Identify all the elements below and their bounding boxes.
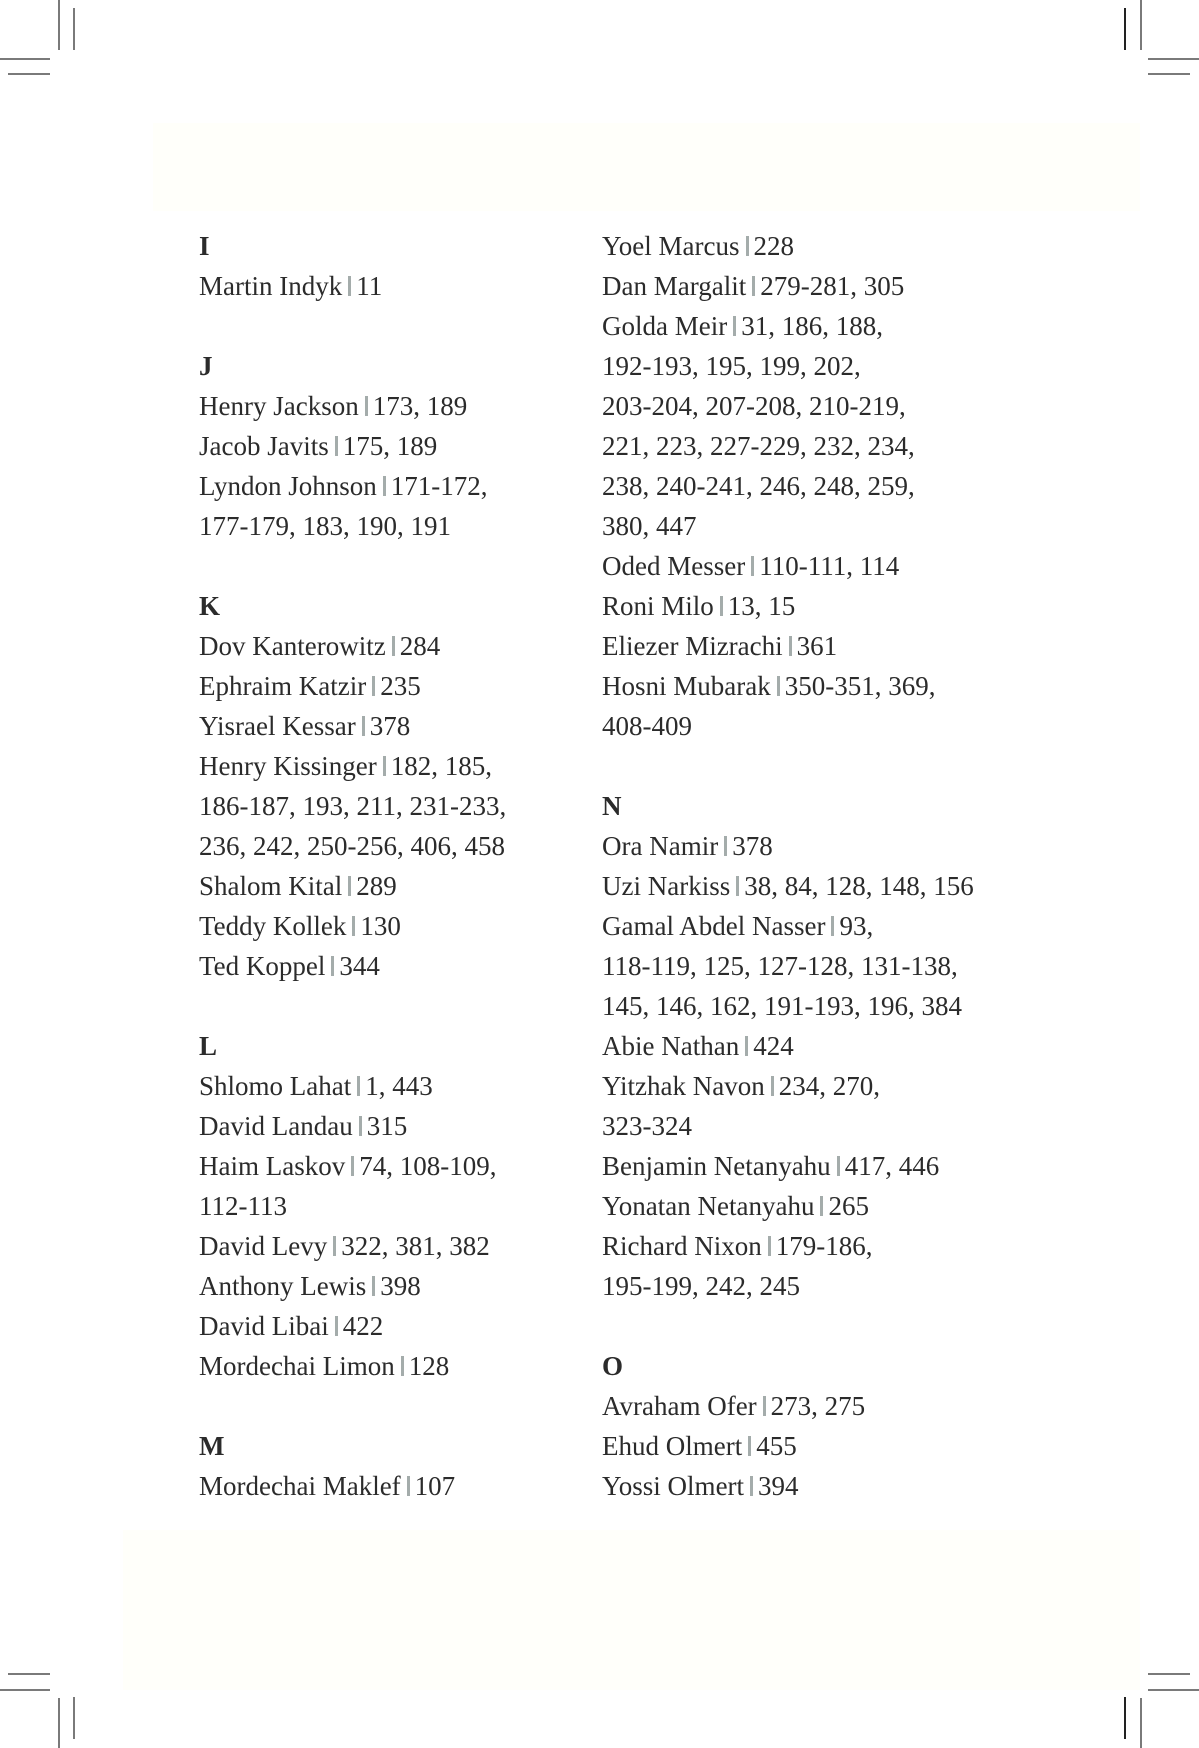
index-entry-line: [199, 1306, 599, 1346]
index-entry-pages: 31, 186, 188,: [741, 311, 883, 341]
index-entry: [602, 1026, 1022, 1066]
separator-bar-icon: [724, 836, 727, 856]
index-entry-line: [602, 906, 1022, 946]
index-entry: [602, 266, 1022, 306]
index-entry-pages: 344: [339, 951, 380, 981]
index-entry-pages: 13, 15: [727, 591, 796, 621]
index-entry-pages-continued: 221, 223, 227-229, 232, 234,: [602, 431, 915, 461]
index-entry-pages: 322, 381, 382: [341, 1231, 490, 1261]
index-entry-name: Ehud Olmert: [602, 1431, 743, 1461]
index-entry-pages-continued: 380, 447: [602, 511, 697, 541]
separator-bar-icon: [357, 1076, 360, 1096]
crop-mark-bottom-left-v2: [73, 1697, 75, 1739]
separator-bar-icon: [745, 1036, 748, 1056]
index-entry-name: David Levy: [199, 1231, 328, 1261]
index-entry-line: [602, 1026, 1022, 1066]
index-entry-name: Henry Jackson: [199, 391, 359, 421]
crop-mark-top-left-h1: [0, 58, 50, 60]
index-entry-name: Oded Messer: [602, 551, 746, 581]
separator-bar-icon: [365, 396, 368, 416]
index-entry-name: Golda Meir: [602, 311, 728, 341]
index-entry-pages-continued: 112-113: [199, 1191, 287, 1221]
index-entry-name: Yisrael Kessar: [199, 711, 356, 741]
index-entry: [602, 1426, 1022, 1466]
separator-bar-icon: [750, 1476, 753, 1496]
index-column-left: [199, 226, 599, 1506]
index-entry-line: [602, 546, 1022, 586]
index-entry-line: [199, 1466, 599, 1506]
index-entry-name: Avraham Ofer: [602, 1391, 757, 1421]
index-entry-line: [199, 866, 599, 906]
index-entry-pages: 179-186,: [775, 1231, 873, 1261]
index-entry-line: [602, 1226, 1022, 1266]
group-spacer: [199, 1386, 599, 1426]
crop-mark-bottom-left-v1: [58, 1698, 60, 1748]
separator-bar-icon: [752, 276, 755, 296]
separator-bar-icon: [359, 1116, 362, 1136]
index-entry-line: [199, 266, 599, 306]
crop-mark-top-right-h1: [1148, 58, 1199, 60]
index-entry-pages: 107: [414, 1471, 456, 1501]
index-entry-name: Uzi Narkiss: [602, 871, 731, 901]
index-entry: [602, 586, 1022, 626]
index-entry: [199, 1146, 599, 1226]
index-entry-pages: 110-111, 114: [759, 551, 900, 581]
index-letter-heading: I: [199, 231, 210, 261]
crop-mark-top-right-h2: [1148, 73, 1190, 75]
separator-bar-icon: [736, 876, 739, 896]
separator-bar-icon: [746, 236, 749, 256]
crop-mark-bottom-left-h1: [8, 1673, 50, 1675]
index-entry-pages: 424: [753, 1031, 794, 1061]
index-entry-line: [199, 1146, 599, 1186]
index-entry-name: Yitzhak Navon: [602, 1071, 765, 1101]
index-entry-line: [602, 1186, 1022, 1226]
index-entry: [199, 386, 599, 426]
separator-bar-icon: [771, 1076, 774, 1096]
index-entry: [602, 226, 1022, 266]
index-entry-pages-continued: 323-324: [602, 1111, 692, 1141]
index-entry: [199, 946, 599, 986]
index-entry: [199, 666, 599, 706]
index-entry-pages: 234, 270,: [778, 1071, 880, 1101]
separator-bar-icon: [372, 676, 375, 696]
header-band: [153, 123, 1140, 211]
crop-mark-top-right-v1: [1124, 8, 1126, 50]
index-entry-line: [199, 626, 599, 666]
crop-mark-bottom-right-h2: [1148, 1689, 1199, 1691]
index-entry-name: Henry Kissinger: [199, 751, 377, 781]
index-entry-pages: 38, 84, 128, 148, 156: [744, 871, 974, 901]
index-entry: [602, 1386, 1022, 1426]
index-entry-name: Benjamin Netanyahu: [602, 1151, 831, 1181]
index-entry-line: [602, 586, 1022, 626]
index-entry-pages-continued: 236, 242, 250-256, 406, 458: [199, 831, 505, 861]
index-entry-name: Yossi Olmert: [602, 1471, 745, 1501]
index-entry-pages: 398: [380, 1271, 421, 1301]
index-entry-name: Teddy Kollek: [199, 911, 347, 941]
index-entry-name: David Libai: [199, 1311, 329, 1341]
index-entry-name: Dan Margalit: [602, 271, 747, 301]
index-entry-pages-continued: 145, 146, 162, 191-193, 196, 384: [602, 991, 962, 1021]
separator-bar-icon: [777, 676, 780, 696]
index-letter-heading: N: [602, 791, 622, 821]
index-entry: [199, 426, 599, 466]
index-entry-pages: 175, 189: [342, 431, 438, 461]
separator-bar-icon: [348, 876, 351, 896]
index-letter-heading: K: [199, 591, 221, 621]
index-entry-pages: 417, 446: [844, 1151, 940, 1181]
separator-bar-icon: [720, 596, 723, 616]
index-entry-name: Haim Laskov: [199, 1151, 346, 1181]
index-entry-pages-continued: 118-119, 125, 127-128, 131-138,: [602, 951, 958, 981]
index-entry-line: [199, 746, 599, 786]
index-entry-line: [199, 666, 599, 706]
index-entry-line: [199, 1226, 599, 1266]
index-entry-line: [199, 706, 599, 746]
index-entry-line: [602, 266, 1022, 306]
index-entry-pages-continued: 203-204, 207-208, 210-219,: [602, 391, 906, 421]
index-letter-heading: M: [199, 1431, 225, 1461]
separator-bar-icon: [348, 276, 351, 296]
index-entry-pages: 279-281, 305: [760, 271, 905, 301]
index-entry-pages: 11: [356, 271, 383, 301]
crop-mark-bottom-right-v1: [1124, 1697, 1126, 1739]
index-entry-line: [199, 386, 599, 426]
index-entry-name: David Landau: [199, 1111, 353, 1141]
index-entry-pages: 1, 443: [365, 1071, 433, 1101]
index-entry-pages-continued: 186-187, 193, 211, 231-233,: [199, 791, 507, 821]
index-entry: [602, 1066, 1022, 1146]
index-entry: [199, 1306, 599, 1346]
index-entry-pages: 173, 189: [372, 391, 468, 421]
separator-bar-icon: [335, 436, 338, 456]
index-entry-pages: 361: [796, 631, 838, 661]
index-entry-line: [199, 426, 599, 466]
index-entry-line: [602, 866, 1022, 906]
index-entry-pages: 394: [758, 1471, 799, 1501]
index-entry-name: Ted Koppel: [199, 951, 326, 981]
index-entry-name: Mordechai Maklef: [199, 1471, 401, 1501]
index-entry-pages: 74, 108-109,: [359, 1151, 497, 1181]
index-entry-line: [199, 906, 599, 946]
index-entry-pages: 350-351, 369,: [784, 671, 936, 701]
index-entry-pages: 235: [380, 671, 421, 701]
separator-bar-icon: [383, 756, 386, 776]
index-entry: [602, 666, 1022, 746]
index-entry: [602, 906, 1022, 1026]
index-entry-pages-continued: 195-199, 242, 245: [602, 1271, 800, 1301]
separator-bar-icon: [333, 1236, 336, 1256]
index-entry: [199, 626, 599, 666]
separator-bar-icon: [401, 1356, 404, 1376]
index-entry: [199, 1266, 599, 1306]
crop-mark-top-right-v2: [1140, 0, 1142, 50]
index-entry-pages: 93,: [839, 911, 874, 941]
index-entry-pages-continued: 177-179, 183, 190, 191: [199, 511, 451, 541]
crop-mark-top-left-v2: [73, 8, 75, 50]
index-entry-pages: 284: [399, 631, 441, 661]
index-entry: [199, 746, 599, 866]
group-spacer: [199, 546, 599, 586]
index-entry: [602, 626, 1022, 666]
index-entry: [602, 306, 1022, 546]
index-entry-pages-continued: 192-193, 195, 199, 202,: [602, 351, 861, 381]
index-entry-name: Martin Indyk: [199, 271, 343, 301]
index-entry-name: Ora Namir: [602, 831, 719, 861]
group-spacer: [199, 306, 599, 346]
index-entry: [199, 706, 599, 746]
index-entry-name: Yonatan Netanyahu: [602, 1191, 815, 1221]
separator-bar-icon: [335, 1316, 338, 1336]
separator-bar-icon: [407, 1476, 410, 1496]
index-column-right: [602, 226, 1022, 1506]
index-entry-line: [602, 626, 1022, 666]
index-entry-name: Eliezer Mizrachi: [602, 631, 783, 661]
index-entry-line: [199, 1266, 599, 1306]
footer-band: [123, 1530, 1140, 1690]
index-entry-name: Roni Milo: [602, 591, 714, 621]
index-entry: [602, 546, 1022, 586]
index-entry-line: [199, 1066, 599, 1106]
index-entry-pages: 378: [369, 711, 411, 741]
index-entry: [199, 266, 599, 306]
index-entry-line: [602, 1146, 1022, 1186]
index-entry-name: Yoel Marcus: [602, 231, 740, 261]
index-entry: [199, 1066, 599, 1106]
index-entry-name: Mordechai Limon: [199, 1351, 395, 1381]
separator-bar-icon: [768, 1236, 771, 1256]
separator-bar-icon: [331, 956, 334, 976]
group-spacer: [602, 746, 1022, 786]
separator-bar-icon: [362, 716, 365, 736]
index-entry-name: Dov Kanterowitz: [199, 631, 386, 661]
index-entry: [602, 1466, 1022, 1506]
index-letter-heading: J: [199, 351, 213, 381]
separator-bar-icon: [383, 476, 386, 496]
index-entry-pages: 378: [732, 831, 773, 861]
index-letter-heading: L: [199, 1031, 218, 1061]
index-entry: [199, 1106, 599, 1146]
separator-bar-icon: [733, 316, 736, 336]
group-spacer: [199, 986, 599, 1026]
group-spacer: [602, 1306, 1022, 1346]
separator-bar-icon: [763, 1396, 766, 1416]
separator-bar-icon: [820, 1196, 823, 1216]
index-entry-pages-continued: 408-409: [602, 711, 692, 741]
crop-mark-top-left-h2: [8, 73, 50, 75]
index-entry: [602, 1146, 1022, 1186]
separator-bar-icon: [831, 916, 834, 936]
index-entry: [199, 466, 599, 546]
index-entry-line: [602, 1066, 1022, 1106]
index-entry-name: Shalom Kital: [199, 871, 343, 901]
index-entry-pages: 128: [408, 1351, 450, 1381]
index-entry: [199, 1226, 599, 1266]
index-entry-line: [199, 466, 599, 506]
index-entry-pages: 265: [828, 1191, 869, 1221]
index-entry-line: [199, 1106, 599, 1146]
index-entry: [602, 866, 1022, 906]
index-entry-line: [602, 1466, 1022, 1506]
index-entry-pages: 289: [356, 871, 397, 901]
index-entry: [602, 826, 1022, 866]
index-entry-line: [602, 226, 1022, 266]
index-entry: [199, 1346, 599, 1386]
index-entry-pages: 315: [366, 1111, 408, 1141]
separator-bar-icon: [789, 636, 792, 656]
separator-bar-icon: [748, 1436, 751, 1456]
index-entry-pages: 130: [360, 911, 401, 941]
index-entry: [602, 1226, 1022, 1306]
index-entry-line: [602, 1426, 1022, 1466]
index-entry-line: [602, 306, 1022, 346]
index-entry-pages: 182, 185,: [390, 751, 492, 781]
separator-bar-icon: [372, 1276, 375, 1296]
index-entry-name: Hosni Mubarak: [602, 671, 771, 701]
separator-bar-icon: [352, 916, 355, 936]
index-entry-pages: 228: [753, 231, 795, 261]
index-entry-line: [602, 826, 1022, 866]
index-entry-pages: 273, 275: [770, 1391, 866, 1421]
index-entry: [199, 866, 599, 906]
index-entry-line: [199, 946, 599, 986]
index-entry-name: Lyndon Johnson: [199, 471, 377, 501]
index-entry-name: Richard Nixon: [602, 1231, 762, 1261]
index-entry-pages-continued: 238, 240-241, 246, 248, 259,: [602, 471, 915, 501]
index-entry-name: Jacob Javits: [199, 431, 329, 461]
index-entry-name: Shlomo Lahat: [199, 1071, 352, 1101]
index-entry-pages: 422: [342, 1311, 384, 1341]
crop-mark-top-left-v1: [58, 0, 60, 50]
index-entry-line: [199, 1346, 599, 1386]
index-entry-pages: 171-172,: [390, 471, 488, 501]
separator-bar-icon: [837, 1156, 840, 1176]
index-entry-name: Abie Nathan: [602, 1031, 740, 1061]
index-entry: [199, 1466, 599, 1506]
index-entry-line: [602, 666, 1022, 706]
index-entry-pages: 455: [756, 1431, 797, 1461]
index-entry-line: [602, 1386, 1022, 1426]
index-entry-name: Gamal Abdel Nasser: [602, 911, 826, 941]
index-entry: [602, 1186, 1022, 1226]
crop-mark-bottom-right-h1: [1148, 1673, 1190, 1675]
separator-bar-icon: [751, 556, 754, 576]
separator-bar-icon: [351, 1156, 354, 1176]
index-entry: [199, 906, 599, 946]
crop-mark-bottom-right-v2: [1140, 1698, 1142, 1748]
separator-bar-icon: [392, 636, 395, 656]
index-letter-heading: O: [602, 1351, 624, 1381]
crop-mark-bottom-left-h2: [0, 1689, 50, 1691]
index-entry-name: Ephraim Katzir: [199, 671, 367, 701]
index-entry-name: Anthony Lewis: [199, 1271, 367, 1301]
